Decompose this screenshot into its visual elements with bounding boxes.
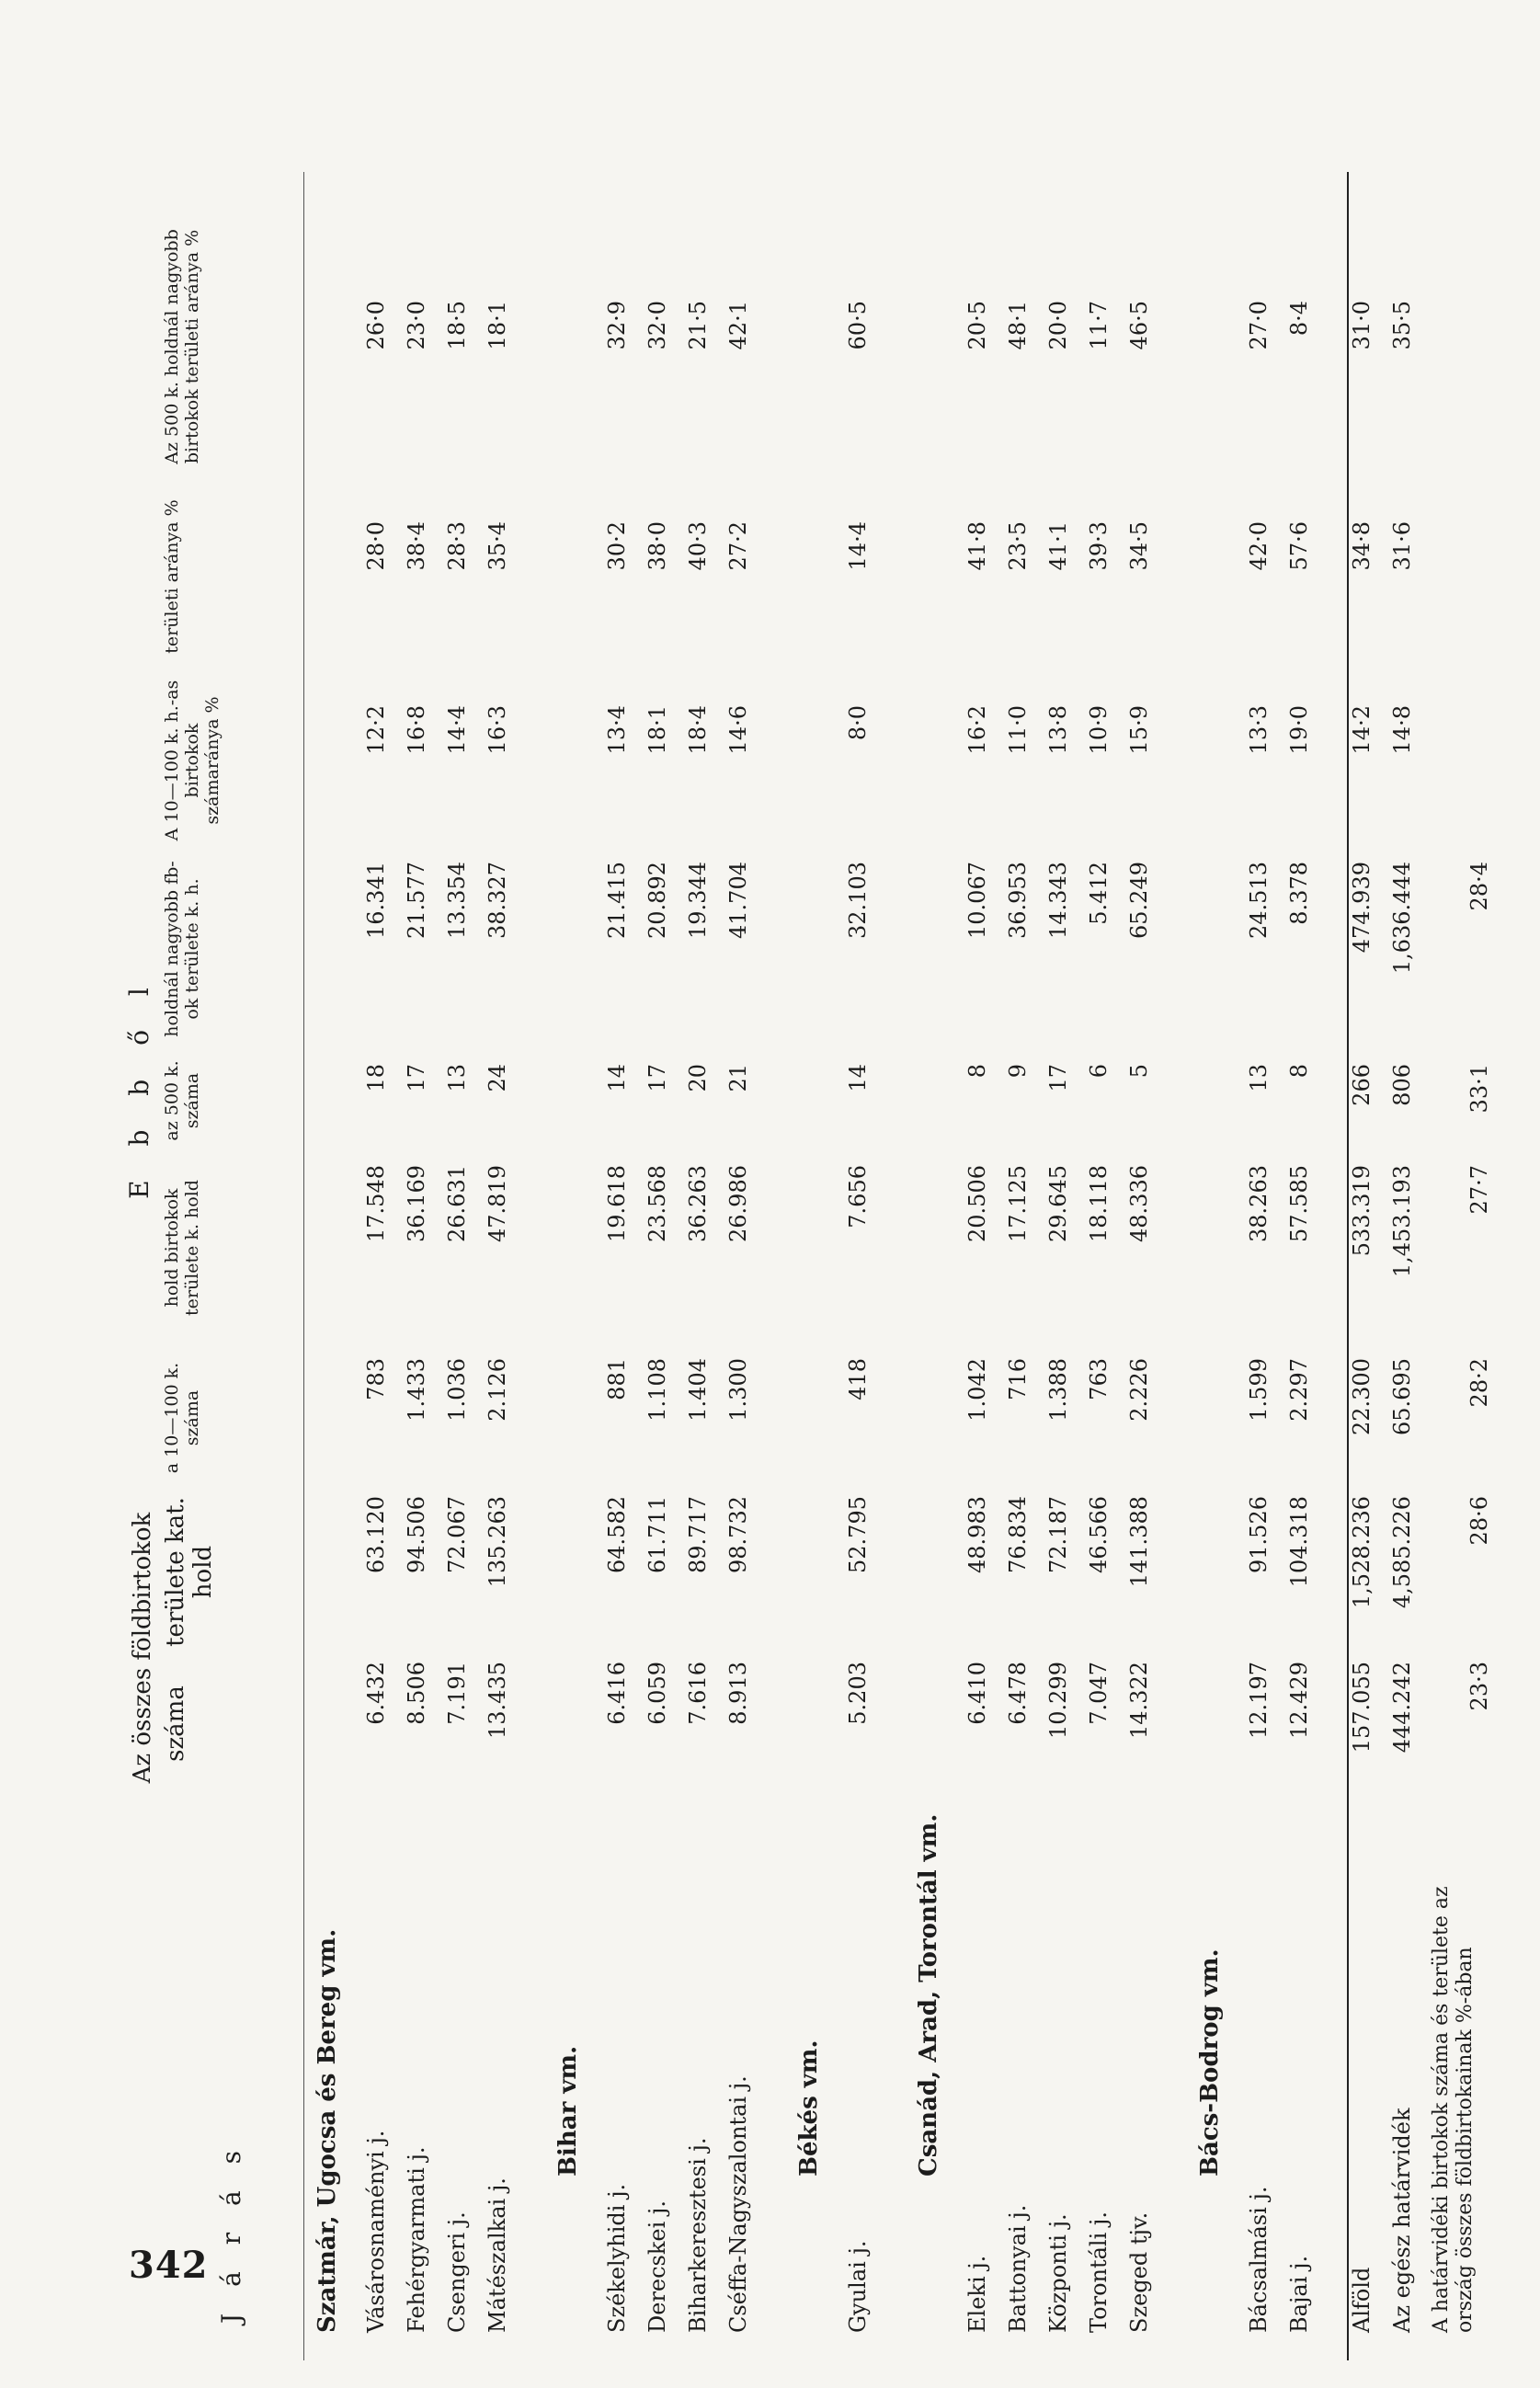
row-label: Mátészalkai j. — [485, 2177, 510, 2333]
cell-p3: 31·0 — [1349, 301, 1375, 350]
cell-c500-area: 36.953 — [1005, 862, 1031, 939]
spacer — [766, 172, 786, 2360]
cell-total-count: 6.059 — [645, 1662, 670, 1725]
row-label: Szeged tjv. — [1126, 2211, 1152, 2333]
cell-p2: 57·6 — [1286, 521, 1312, 571]
cell-c500-count: 17 — [404, 1064, 429, 1092]
cell-c10-area: 48.336 — [1126, 1165, 1152, 1242]
cell-c10-area: 17.548 — [363, 1165, 389, 1242]
cell-total-count: 8.913 — [725, 1662, 751, 1725]
cell-c500-count: 13 — [444, 1064, 470, 1092]
header-500-szama: az 500 k. száma — [162, 1060, 202, 1141]
cell-c500-area: 14.343 — [1045, 862, 1071, 939]
table-row — [1045, 172, 1086, 2360]
cell-c500-area: 16.341 — [363, 862, 389, 939]
group-title — [906, 172, 964, 2360]
header-pct-500: Az 500 k. holdnál nagyobb birtokok területi aránya % — [162, 229, 202, 464]
cell-p1: 10·9 — [1086, 705, 1112, 755]
cell-c10-count: 2.226 — [1126, 1358, 1152, 1422]
cell-c500-count: 13 — [1246, 1064, 1272, 1092]
cell-c10-count: 2.297 — [1286, 1358, 1312, 1422]
cell-total-count: 444.242 — [1389, 1662, 1415, 1754]
cell-p3: 35·5 — [1389, 301, 1415, 350]
cell-p3: 32·0 — [645, 301, 670, 350]
cell-c10-area: 533.319 — [1349, 1165, 1375, 1257]
cell-p2: 23·5 — [1005, 521, 1031, 571]
cell-total-area: 63.120 — [363, 1496, 389, 1573]
cell-total-area: 1,528.236 — [1349, 1496, 1375, 1609]
cell-p2: 34·5 — [1126, 521, 1152, 571]
cell-c500-area: 8.378 — [1286, 862, 1312, 925]
cell-p2: 40·3 — [685, 521, 711, 571]
table-row — [444, 172, 485, 2360]
footnote-cell-c500-count: 33·1 — [1466, 1064, 1492, 1114]
cell-p2: 28·3 — [444, 521, 470, 571]
cell-c500-area: 10.067 — [964, 862, 990, 939]
cell-c10-count: 1.042 — [964, 1358, 990, 1422]
cell-total-count: 7.616 — [685, 1662, 711, 1725]
cell-total-area: 89.717 — [685, 1496, 711, 1573]
cell-c500-area: 32.103 — [845, 862, 871, 939]
cell-c500-area: 21.577 — [404, 862, 429, 939]
cell-c10-area: 26.631 — [444, 1165, 470, 1242]
cell-c500-area: 65.249 — [1126, 862, 1152, 939]
cell-p1: 14·2 — [1349, 705, 1375, 755]
cell-c10-area: 57.585 — [1286, 1165, 1312, 1242]
cell-total-count: 12.197 — [1246, 1662, 1272, 1739]
cell-total-count: 8.506 — [404, 1662, 429, 1725]
header-10-100-terulete: hold birtokok területe k. hold — [162, 1180, 202, 1316]
cell-c500-area: 13.354 — [444, 862, 470, 939]
cell-total-area: 72.067 — [444, 1496, 470, 1573]
cell-p2: 35·4 — [485, 521, 510, 571]
row-label: Alföld — [1349, 2267, 1375, 2333]
spacer — [885, 172, 906, 2360]
spacer — [1327, 172, 1347, 2360]
cell-c500-count: 806 — [1389, 1064, 1415, 1106]
header-osszes-terulete: területe kat. hold — [162, 1497, 217, 1647]
cell-c10-count: 783 — [363, 1358, 389, 1400]
header-pct-szamaranya: A 10—100 k. h.-as birtokok számaránya % — [162, 680, 222, 841]
cell-p3: 18·1 — [485, 301, 510, 350]
cell-p1: 14·6 — [725, 705, 751, 755]
cell-c10-area: 1,453.193 — [1389, 1165, 1415, 1278]
cell-total-area: 48.983 — [964, 1496, 990, 1573]
cell-p3: 21·5 — [685, 301, 711, 350]
table-row — [645, 172, 685, 2360]
cell-p2: 31·6 — [1389, 521, 1415, 571]
cell-total-count: 13.435 — [485, 1662, 510, 1739]
table-row — [363, 172, 404, 2360]
cell-p1: 18·4 — [685, 705, 711, 755]
cell-total-count: 6.416 — [604, 1662, 630, 1725]
cell-p1: 14·4 — [444, 705, 470, 755]
cell-p1: 8·0 — [845, 705, 871, 741]
table-row — [485, 172, 525, 2360]
table-row — [1246, 172, 1286, 2360]
footnote-row — [1430, 172, 1540, 2360]
cell-p2: 41·1 — [1045, 521, 1071, 571]
cell-total-count: 6.410 — [964, 1662, 990, 1725]
cell-p3: 11·7 — [1086, 301, 1112, 350]
cell-c500-area: 5.412 — [1086, 862, 1112, 925]
cell-c10-count: 716 — [1005, 1358, 1031, 1400]
cell-total-area: 135.263 — [485, 1496, 510, 1588]
group-title-text: Csanád, Arad, Torontál vm. — [915, 1813, 942, 2177]
cell-c500-area: 19.344 — [685, 862, 711, 939]
row-label: Cséffa-Nagyszalontai j. — [725, 2075, 751, 2333]
cell-c500-area: 1,636.444 — [1389, 862, 1415, 975]
cell-p1: 13·8 — [1045, 705, 1071, 755]
cell-c10-count: 881 — [604, 1358, 630, 1400]
cell-total-count: 6.432 — [363, 1662, 389, 1725]
cell-p3: 26·0 — [363, 301, 389, 350]
table-row — [725, 172, 766, 2360]
cell-c10-area: 36.263 — [685, 1165, 711, 1242]
cell-total-area: 94.506 — [404, 1496, 429, 1573]
row-label: Székelyhidi j. — [604, 2183, 630, 2333]
cell-total-count: 5.203 — [845, 1662, 871, 1725]
footnote-cell-c10-count: 28·2 — [1466, 1358, 1492, 1408]
row-label: Bajai j. — [1286, 2255, 1312, 2333]
cell-c10-count: 418 — [845, 1358, 871, 1400]
cell-total-area: 46.566 — [1086, 1496, 1112, 1573]
cell-c10-count: 1.300 — [725, 1358, 751, 1422]
table-row — [964, 172, 1005, 2360]
cell-c10-count: 1.599 — [1246, 1358, 1272, 1422]
cell-p3: 32·9 — [604, 301, 630, 350]
cell-c10-area: 36.169 — [404, 1165, 429, 1242]
cell-p3: 48·1 — [1005, 301, 1031, 350]
cell-p2: 38·4 — [404, 521, 429, 571]
header-osszes-szama: száma — [162, 1685, 189, 1762]
group-title-text: Békés vm. — [795, 2040, 823, 2177]
cell-total-area: 72.187 — [1045, 1496, 1071, 1573]
cell-c500-count: 24 — [485, 1064, 510, 1092]
cell-c10-count: 65.695 — [1389, 1358, 1415, 1435]
table-body — [304, 172, 1540, 2360]
cell-c10-count: 1.108 — [645, 1358, 670, 1422]
cell-p3: 20·5 — [964, 301, 990, 350]
statistics-table — [124, 172, 1540, 2360]
table-row — [604, 172, 645, 2360]
header-osszes-title: Az összes földbirtokok — [129, 1512, 156, 1784]
cell-total-count: 12.429 — [1286, 1662, 1312, 1739]
table-row — [1389, 172, 1430, 2360]
cell-c10-area: 29.645 — [1045, 1165, 1071, 1242]
cell-c500-count: 5 — [1126, 1064, 1152, 1079]
table-row — [1347, 172, 1389, 2360]
cell-c500-area: 20.892 — [645, 862, 670, 939]
cell-c500-area: 24.513 — [1246, 862, 1272, 939]
cell-c10-count: 2.126 — [485, 1358, 510, 1422]
cell-total-area: 98.732 — [725, 1496, 751, 1573]
cell-p1: 16·2 — [964, 705, 990, 755]
cell-total-count: 10.299 — [1045, 1662, 1071, 1739]
cell-c10-area: 23.568 — [645, 1165, 670, 1242]
cell-c10-area: 38.263 — [1246, 1165, 1272, 1242]
row-label: Derecskei j. — [645, 2200, 670, 2333]
row-label: Központi j. — [1045, 2213, 1071, 2333]
cell-c500-area: 474.939 — [1349, 862, 1375, 954]
cell-total-count: 6.478 — [1005, 1662, 1031, 1725]
group-title — [304, 172, 363, 2360]
cell-c500-count: 17 — [645, 1064, 670, 1092]
cell-c500-count: 14 — [604, 1064, 630, 1092]
cell-p3: 60·5 — [845, 301, 871, 350]
header-osszes — [129, 1496, 217, 1800]
cell-p1: 15·9 — [1126, 705, 1152, 755]
cell-p1: 19·0 — [1286, 705, 1312, 755]
cell-total-area: 61.711 — [645, 1496, 670, 1573]
group-title — [545, 172, 604, 2360]
cell-p3: 18·5 — [444, 301, 470, 350]
table-header — [124, 172, 304, 2360]
cell-p2: 28·0 — [363, 521, 389, 571]
cell-c500-count: 8 — [1286, 1064, 1312, 1079]
table-row — [845, 172, 885, 2360]
cell-c500-count: 14 — [845, 1064, 871, 1092]
cell-c500-count: 266 — [1349, 1064, 1375, 1106]
cell-total-count: 7.191 — [444, 1662, 470, 1725]
cell-c500-count: 6 — [1086, 1064, 1112, 1079]
cell-c10-area: 7.656 — [845, 1165, 871, 1228]
cell-c500-area: 38.327 — [485, 862, 510, 939]
header-10-100-szama: a 10—100 k. száma — [162, 1362, 202, 1474]
cell-c500-count: 21 — [725, 1064, 751, 1092]
cell-c10-count: 1.404 — [685, 1358, 711, 1422]
cell-c500-count: 8 — [964, 1064, 990, 1079]
cell-total-area: 141.388 — [1126, 1496, 1152, 1588]
row-label: Gyulai j. — [845, 2240, 871, 2333]
cell-c10-area: 19.618 — [604, 1165, 630, 1242]
cell-p1: 13·4 — [604, 705, 630, 755]
cell-p2: 41·8 — [964, 521, 990, 571]
group-title — [786, 172, 845, 2360]
cell-total-count: 157.055 — [1349, 1662, 1375, 1754]
table-row — [685, 172, 725, 2360]
group-title-text: Szatmár, Ugocsa és Bereg vm. — [314, 1928, 341, 2333]
cell-total-count: 7.047 — [1086, 1662, 1112, 1725]
table-row — [1126, 172, 1167, 2360]
footnote-cell-c500-area: 28·4 — [1466, 862, 1492, 911]
cell-total-area: 91.526 — [1246, 1496, 1272, 1573]
cell-c10-area: 26.986 — [725, 1165, 751, 1242]
cell-c10-count: 1.388 — [1045, 1358, 1071, 1422]
row-label: Biharkeresztesi j. — [685, 2137, 711, 2333]
row-label: Battonyai j. — [1005, 2204, 1031, 2333]
row-label: Fehérgyarmati j. — [404, 2146, 429, 2333]
footnote-cell-total-area: 28·6 — [1466, 1496, 1492, 1546]
cell-p1: 14·8 — [1389, 705, 1415, 755]
cell-p3: 23·0 — [404, 301, 429, 350]
cell-c500-area: 41.704 — [725, 862, 751, 939]
cell-p1: 16·8 — [404, 705, 429, 755]
row-label: Bácsalmási j. — [1246, 2186, 1272, 2333]
cell-c500-count: 18 — [363, 1064, 389, 1092]
cell-total-count: 14.322 — [1126, 1662, 1152, 1739]
cell-c500-count: 9 — [1005, 1064, 1031, 1079]
cell-c10-count: 22.300 — [1349, 1358, 1375, 1435]
cell-total-area: 52.795 — [845, 1496, 871, 1573]
table-row — [1005, 172, 1045, 2360]
cell-p1: 16·3 — [485, 705, 510, 755]
cell-p1: 13·3 — [1246, 705, 1272, 755]
cell-p3: 20·0 — [1045, 301, 1071, 350]
group-title — [1187, 172, 1246, 2360]
spacer — [1167, 172, 1187, 2360]
cell-c500-count: 20 — [685, 1064, 711, 1092]
header-pct-teruleti: területi aránya % — [162, 499, 182, 654]
group-title-text: Bihar vm. — [554, 2045, 582, 2177]
footnote-cell-total-count: 23·3 — [1466, 1662, 1492, 1711]
spacer — [525, 172, 545, 2360]
cell-c10-area: 17.125 — [1005, 1165, 1031, 1242]
cell-p3: 8·4 — [1286, 301, 1312, 337]
footnote-cell-c10-area: 27·7 — [1466, 1165, 1492, 1215]
cell-p1: 12·2 — [363, 705, 389, 755]
cell-p3: 42·1 — [725, 301, 751, 350]
row-label: Az egész határvidék — [1389, 2108, 1415, 2333]
cell-p2: 34·8 — [1349, 521, 1375, 571]
header-jaras: J á r á s — [216, 2142, 246, 2324]
cell-total-area: 4,585.226 — [1389, 1496, 1415, 1609]
table-row — [1086, 172, 1126, 2360]
header-ebbol: E b b ő l — [124, 975, 154, 1199]
cell-p2: 27·2 — [725, 521, 751, 571]
cell-c10-area: 47.819 — [485, 1165, 510, 1242]
cell-c500-area: 21.415 — [604, 862, 630, 939]
cell-c10-count: 1.036 — [444, 1358, 470, 1422]
cell-p3: 46·5 — [1126, 301, 1152, 350]
cell-p1: 11·0 — [1005, 705, 1031, 755]
cell-total-area: 104.318 — [1286, 1496, 1312, 1588]
cell-p2: 14·4 — [845, 521, 871, 571]
table-row — [404, 172, 444, 2360]
header-500-terulete: holdnál nagyobb fb-ok területe k. h. — [162, 861, 202, 1037]
cell-p1: 18·1 — [645, 705, 670, 755]
table-row — [1286, 172, 1327, 2360]
cell-p2: 42·0 — [1246, 521, 1272, 571]
cell-c10-count: 1.433 — [404, 1358, 429, 1422]
row-label: Vásárosnaményi j. — [363, 2130, 389, 2333]
page-number: 342 — [129, 2244, 209, 2287]
row-label: Eleki j. — [964, 2255, 990, 2333]
cell-p2: 39·3 — [1086, 521, 1112, 571]
cell-p3: 27·0 — [1246, 301, 1272, 350]
row-label: Torontáli j. — [1086, 2211, 1112, 2333]
cell-c500-count: 17 — [1045, 1064, 1071, 1092]
cell-c10-area: 20.506 — [964, 1165, 990, 1242]
cell-c10-count: 763 — [1086, 1358, 1112, 1400]
cell-c10-area: 18.118 — [1086, 1165, 1112, 1242]
cell-total-area: 76.834 — [1005, 1496, 1031, 1573]
group-title-text: Bács-Bodrog vm. — [1196, 1948, 1224, 2177]
cell-p2: 30·2 — [604, 521, 630, 571]
row-label: Csengeri j. — [444, 2211, 470, 2333]
cell-p2: 38·0 — [645, 521, 670, 571]
footnote-text: A határvidéki birtokok száma és területe az ország összes földbirtokainak %-ában — [1430, 1886, 1477, 2333]
cell-total-area: 64.582 — [604, 1496, 630, 1573]
